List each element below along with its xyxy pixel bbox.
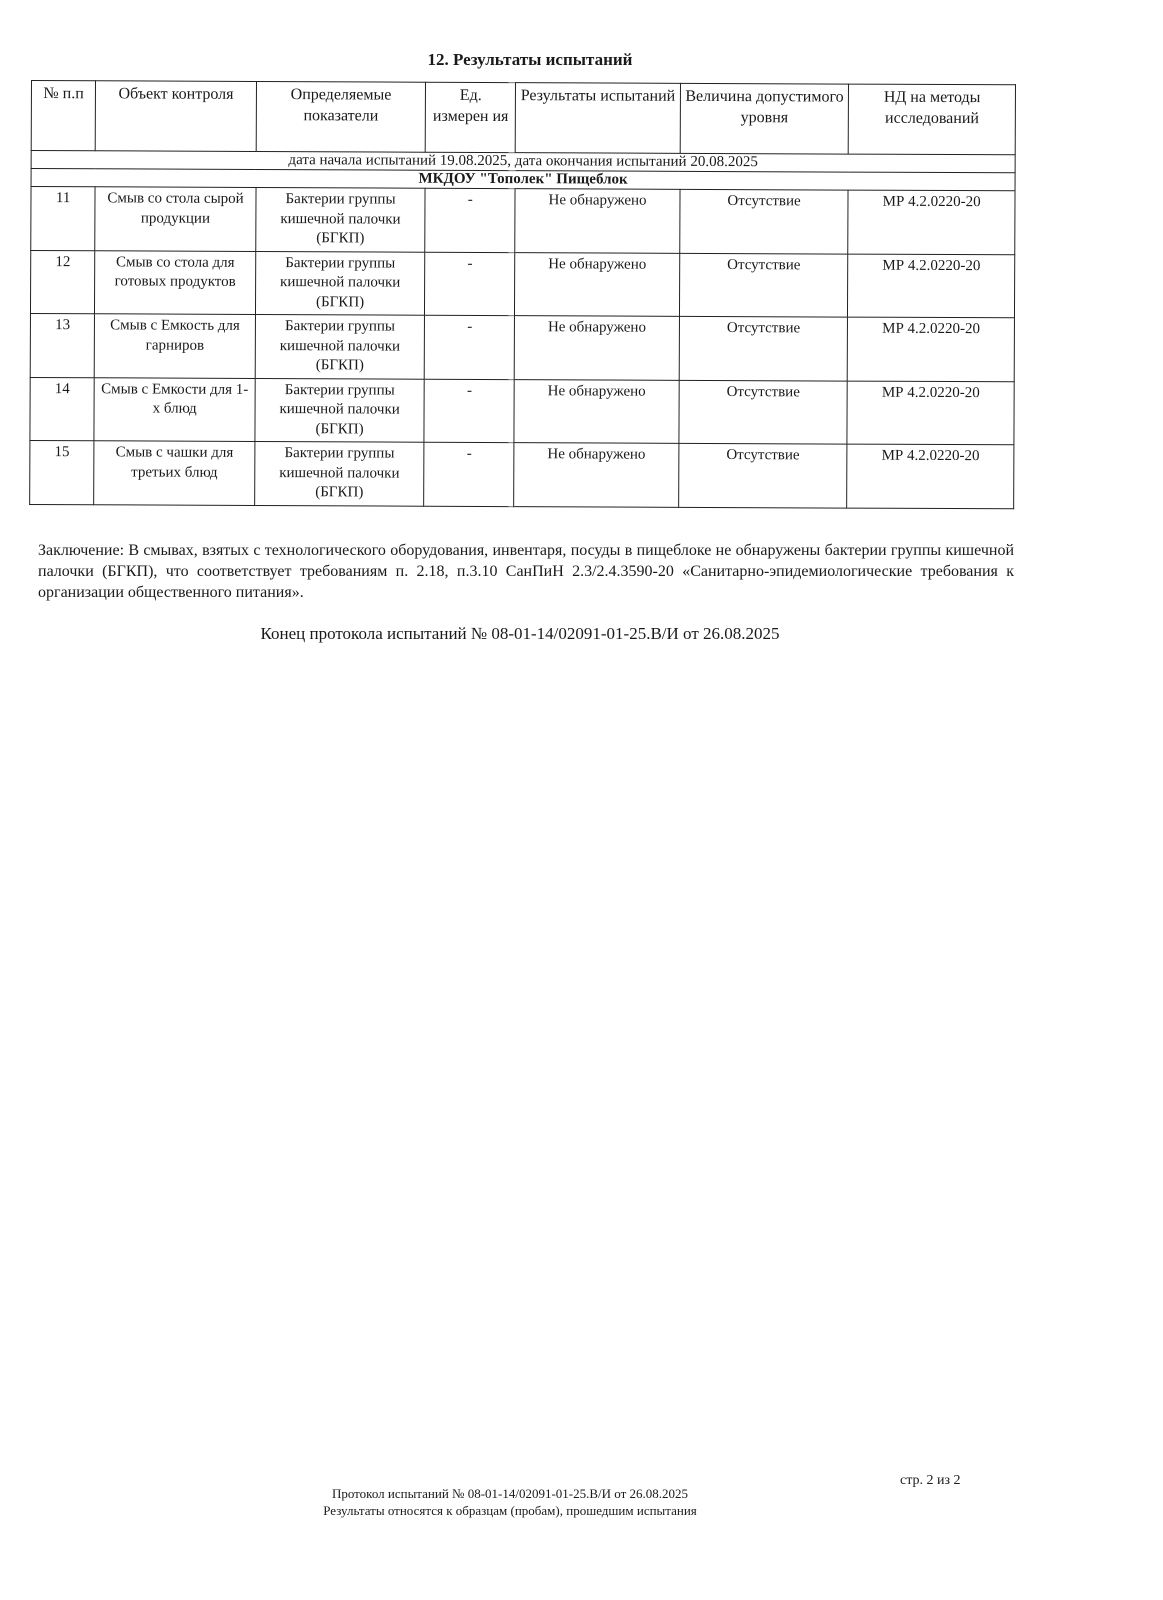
row-number: 12 (30, 250, 95, 314)
test-dates: дата начала испытаний 19.08.2025, дата окончания испытаний 20.08.2025 (31, 151, 1015, 173)
control-object: Смыв со стола сырой продукции (95, 187, 256, 251)
table-row (30, 377, 1014, 445)
method-document: МР 4.2.0220-20 (848, 254, 1015, 318)
indicator: Бактерии группы кишечной палочки (БГКП) (255, 251, 425, 315)
header-methods: НД на методы исследований (849, 84, 1016, 155)
control-object: Смыв с Емкости для 1-х блюд (94, 377, 255, 441)
footer-disclaimer-line: Результаты относятся к образцам (пробам), прошедшим испытания (323, 1503, 697, 1518)
table-row (30, 440, 1014, 508)
table-header-row (31, 81, 1015, 155)
row-number: 11 (31, 187, 96, 251)
permissible-level: Отсутствие (679, 316, 848, 380)
method-document: МР 4.2.0220-20 (847, 444, 1014, 508)
unit: - (425, 315, 515, 379)
indicator: Бактерии группы кишечной палочки (БГКП) (255, 378, 425, 442)
permissible-level: Отсутствие (678, 443, 847, 507)
organization-name: МКДОУ "Тополек" Пищеблок (31, 169, 1015, 191)
control-object: Смыв с Емкость для гарниров (95, 314, 256, 378)
header-limit: Величина допустимого уровня (680, 83, 849, 154)
indicator: Бактерии группы кишечной палочки (БГКП) (256, 187, 426, 251)
header-unit: Ед. измерен ия (426, 82, 516, 152)
test-result: Не обнаружено (515, 252, 680, 316)
table-row (30, 250, 1014, 318)
test-result: Не обнаружено (514, 316, 679, 380)
page-footer (200, 1485, 820, 1519)
indicator: Бактерии группы кишечной палочки (БГКП) (255, 314, 425, 378)
header-number: № п.п (31, 81, 96, 151)
header-indicators: Определяемые показатели (256, 81, 426, 152)
method-document: МР 4.2.0220-20 (848, 190, 1015, 254)
row-number: 15 (30, 440, 95, 504)
unit: - (424, 379, 514, 443)
results-table (29, 80, 1016, 509)
unit: - (424, 442, 514, 506)
permissible-level: Отсутствие (679, 253, 848, 317)
table-row (30, 313, 1014, 381)
control-object: Смыв со стола для готовых продуктов (95, 250, 256, 314)
footer-protocol-line: Протокол испытаний № 08-01-14/02091-01-25.В/И от 26.08.2025 (331, 1486, 689, 1501)
method-document: МР 4.2.0220-20 (848, 317, 1015, 381)
section-title: 12. Результаты испытаний (427, 50, 633, 69)
row-number: 13 (30, 313, 95, 377)
table-row (31, 187, 1015, 255)
permissible-level: Отсутствие (680, 189, 849, 253)
method-document: МР 4.2.0220-20 (847, 381, 1014, 445)
indicator: Бактерии группы кишечной палочки (БГКП) (254, 441, 424, 505)
unit: - (425, 188, 515, 252)
unit: - (425, 252, 515, 316)
control-object: Смыв с чашки для третьих блюд (94, 441, 255, 505)
test-result: Не обнаружено (514, 443, 679, 507)
header-object: Объект контроля (96, 81, 257, 152)
header-results: Результаты испытаний (515, 83, 680, 154)
protocol-end-line: Конец протокола испытаний № 08-01-14/02091-01-25.В/И от 26.08.2025 (260, 624, 780, 643)
row-number: 14 (30, 377, 95, 441)
test-result: Не обнаружено (514, 379, 679, 443)
conclusion-paragraph: Заключение: В смывах, взятых с технологического оборудования, инвентаря, посуды в пищеблоке не обнаружены бактерии группы кишечной палочки (БГКП), что соответствует требованиям п. 2.18, п.3.10 СанПиН 2.3/2.4.3590-20 «Санитарно-эпидемиологические требования к организации общественного питания». (38, 542, 1014, 601)
page-number: стр. 2 из 2 (900, 1473, 961, 1488)
permissible-level: Отсутствие (679, 380, 848, 444)
test-result: Не обнаружено (515, 189, 680, 253)
